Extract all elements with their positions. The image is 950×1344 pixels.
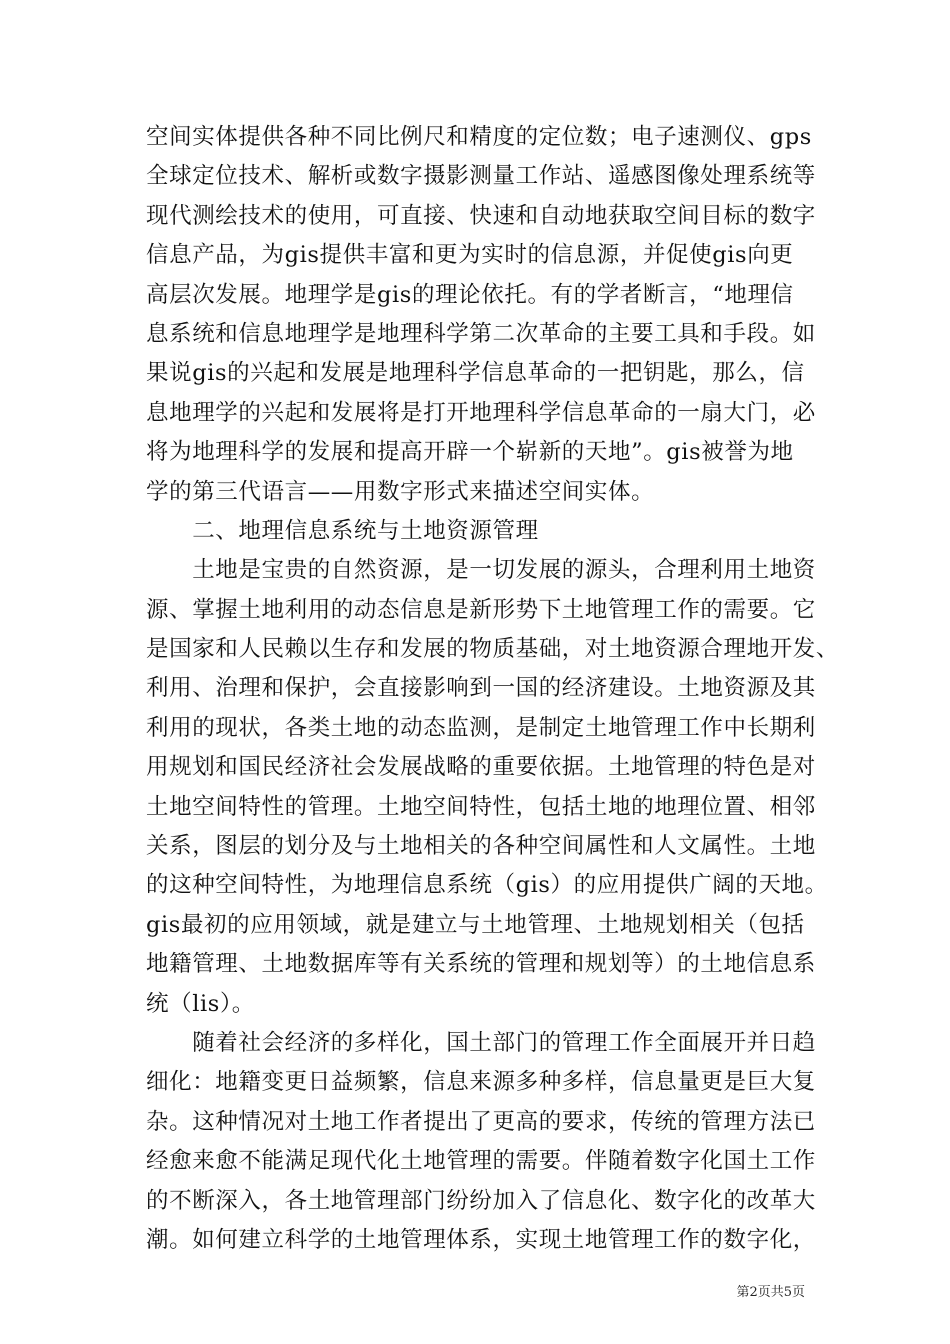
text-line: 用规划和国民经济社会发展战略的重要依据。土地管理的特色是对 <box>146 754 816 781</box>
body-text <box>146 118 840 1260</box>
text-line: 全球定位技术、解析或数字摄影测量工作站、遥感图像处理系统等 <box>146 163 816 190</box>
text-line: gis最初的应用领域，就是建立与土地管理、土地规划相关（包括 <box>146 911 805 938</box>
page-number: 第2页共5页 <box>736 1285 805 1300</box>
text-line: 息地理学的兴起和发展将是打开地理科学信息革命的一扇大门，必 <box>146 399 816 426</box>
text-line: 的不断深入，各土地管理部门纷纷加入了信息化、数字化的改革大 <box>146 1187 816 1214</box>
text-line: 空间实体提供各种不同比例尺和精度的定位数；电子速测仪、gps <box>146 124 812 150</box>
text-line: 地籍管理、土地数据库等有关系统的管理和规划等）的土地信息系 <box>146 951 816 978</box>
text-line: 息系统和信息地理学是地理科学第二次革命的主要工具和手段。如 <box>146 320 816 347</box>
text-line: 统（lis）。 <box>146 990 255 1017</box>
text-line: 细化：地籍变更日益频繁，信息来源多种多样，信息量更是巨大复 <box>146 1069 816 1096</box>
text-line: 潮。如何建立科学的土地管理体系，实现土地管理工作的数字化， <box>146 1226 816 1253</box>
text-line: 经愈来愈不能满足现代化土地管理的需要。伴随着数字化国土工作 <box>146 1148 816 1175</box>
text-line: 高层次发展。地理学是gis的理论依托。有的学者断言，“地理信 <box>146 281 794 308</box>
text-line: 信息产品，为gis提供丰富和更为实时的信息源，并促使gis向更 <box>146 242 794 269</box>
text-line: 土地空间特性的管理。土地空间特性，包括土地的地理位置、相邻 <box>146 793 816 820</box>
text-line: 将为地理科学的发展和提高开辟一个崭新的天地”。gis被誉为地 <box>146 439 794 466</box>
text-line: 随着社会经济的多样化，国土部门的管理工作全面展开并日趋 <box>146 1029 816 1056</box>
text-line: 现代测绘技术的使用，可直接、快速和自动地获取空间目标的数字 <box>146 202 816 229</box>
text-line: 是国家和人民赖以生存和发展的物质基础，对土地资源合理地开发、 <box>146 636 840 663</box>
text-line: 杂。这种情况对土地工作者提出了更高的要求，传统的管理方法已 <box>146 1108 816 1135</box>
text-line: 利用、治理和保护，会直接影响到一国的经济建设。土地资源及其 <box>146 675 816 702</box>
text-line: 的这种空间特性，为地理信息系统（gis）的应用提供广阔的天地。 <box>146 872 828 899</box>
text-line: 关系，图层的划分及与土地相关的各种空间属性和人文属性。土地 <box>146 833 816 860</box>
text-line: 土地是宝贵的自然资源，是一切发展的源头，合理利用土地资 <box>146 557 816 584</box>
text-line: 源、掌握土地利用的动态信息是新形势下土地管理工作的需要。它 <box>146 596 816 623</box>
section-heading: 二、地理信息系统与土地资源管理 <box>146 517 539 544</box>
text-line: 果说gis的兴起和发展是地理科学信息革命的一把钥匙，那么，信 <box>146 360 805 387</box>
text-line: 学的第三代语言——用数字形式来描述空间实体。 <box>146 478 655 505</box>
text-line: 利用的现状，各类土地的动态监测，是制定土地管理工作中长期利 <box>146 714 816 741</box>
